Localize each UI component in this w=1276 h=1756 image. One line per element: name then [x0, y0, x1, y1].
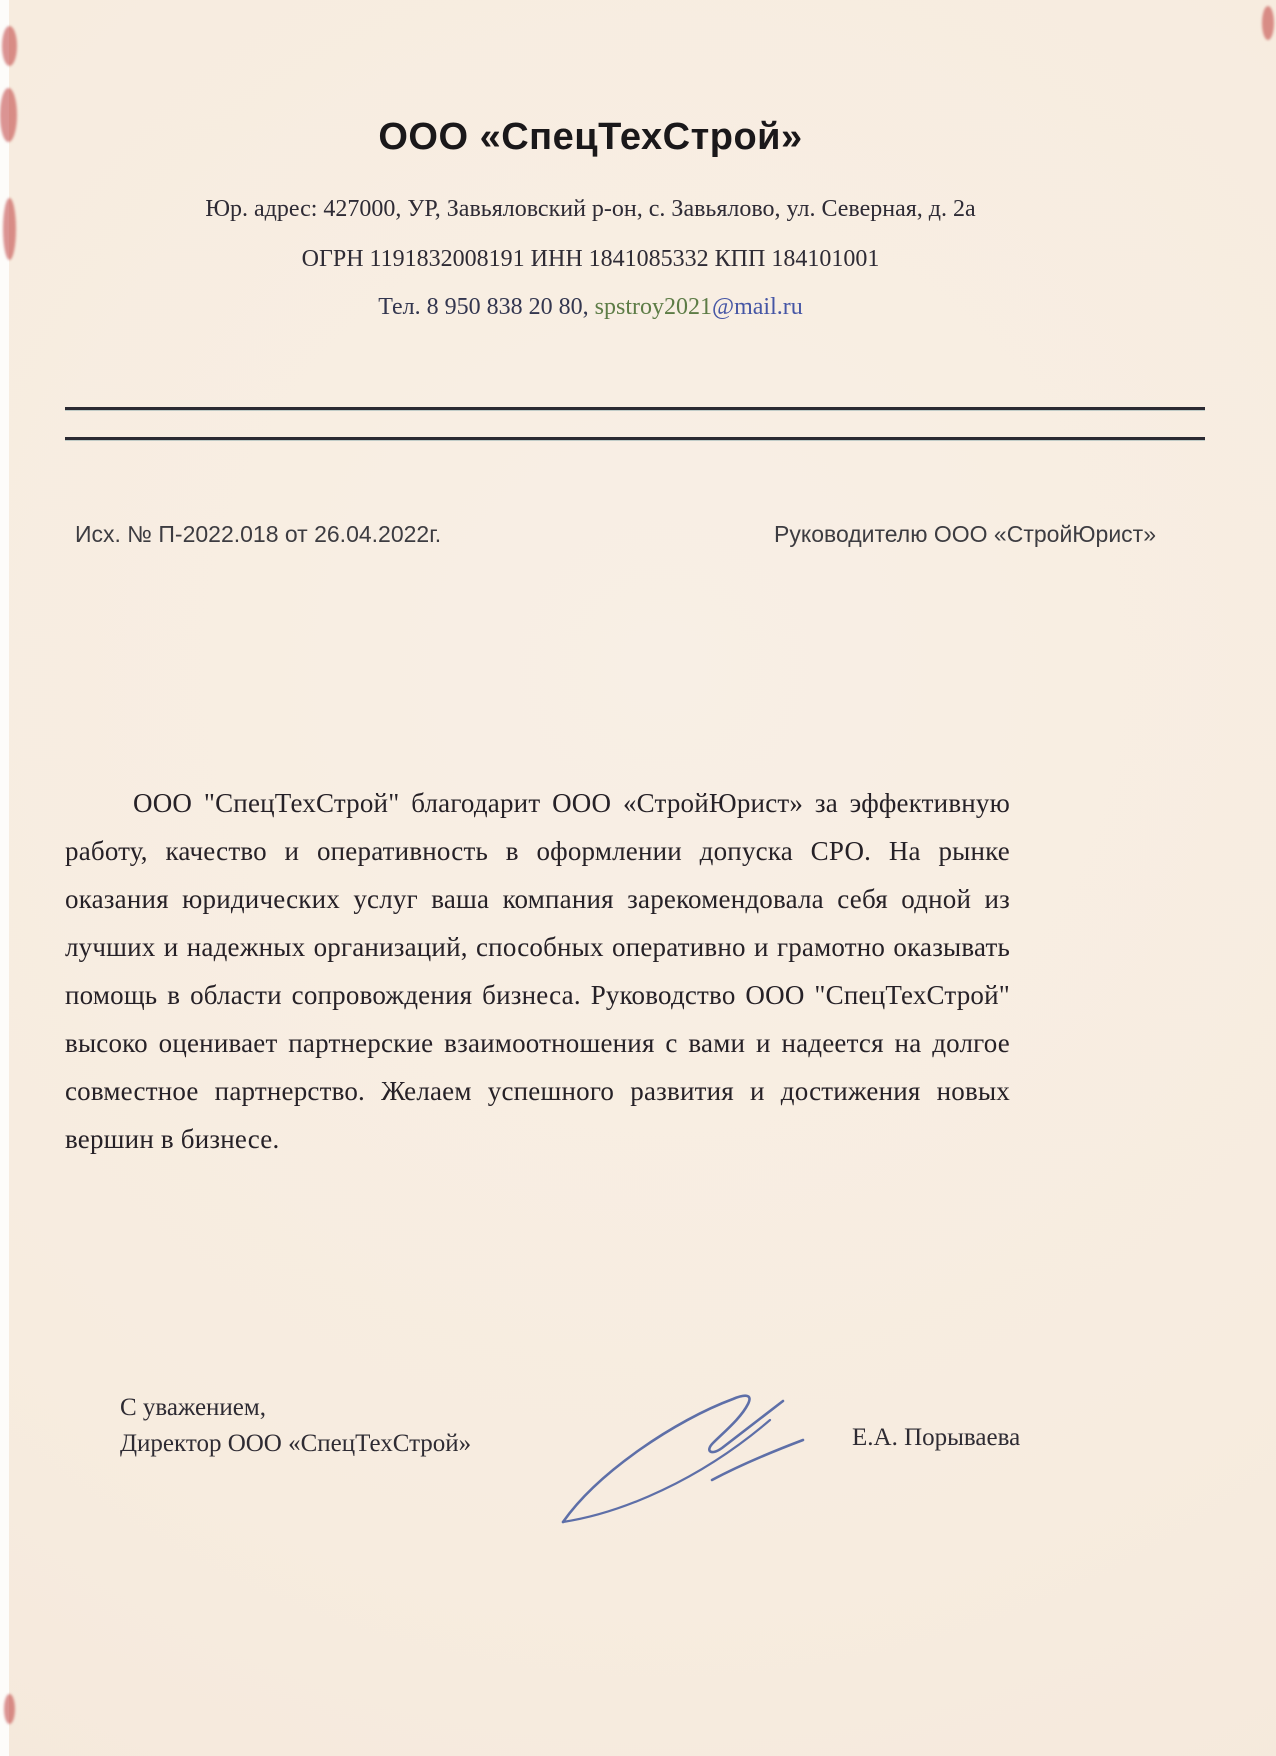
signature-block: [120, 1390, 471, 1462]
outgoing-number: Исх. № П-2022.018 от 26.04.2022г.: [75, 521, 442, 547]
signer-title-line: Директор ООО «СпецТехСтрой»: [120, 1430, 472, 1457]
scan-artifact: [4, 1694, 15, 1724]
registration-numbers-line: ОГРН 1191832008191 ИНН 1841085332 КПП 184101001: [301, 246, 880, 272]
signer-name: Е.А. Порываева: [852, 1424, 1021, 1451]
signature-stroke-main: [563, 1396, 783, 1522]
scan-artifact: [1262, 6, 1274, 40]
reference-row: [75, 521, 1156, 548]
divider-line-top: [65, 407, 1205, 410]
legal-address-line: Юр. адрес: 427000, УР, Завьяловский р-он, с. Завьялово, ул. Северная, д. 2а: [205, 196, 976, 222]
closing-line: С уважением,: [120, 1394, 266, 1421]
contacts-line: [0, 294, 1181, 321]
addressee: Руководителю ООО «СтройЮрист»: [774, 521, 1156, 547]
letter-body-paragraph: ООО "СпецТехСтрой" благодарит ООО «СтройЮрист» за эффективную работу, качество и оперативность в оформлении допуска СРО. На рынке оказания юридических услуг ваша компания зарекомендовала себя одной из лучших и надежных организаций, способных оперативно и грамотно оказывать помощь в области сопровождения бизнеса. Руководство ООО "СпецТехСтрой" высоко оценивает партнерские взаимоотношения с вами и надеется на долгое совместное партнерство. Желаем успешного развития и достижения новых вершин в бизнесе.: [65, 788, 1010, 1154]
scan-artifact: [2, 26, 17, 66]
company-name-title: ООО «СпецТехСтрой»: [378, 116, 803, 158]
phone-number: Тел. 8 950 838 20 80,: [378, 294, 595, 320]
divider-line-bottom: [65, 437, 1205, 440]
email-address-domain: @mail.ru: [711, 294, 803, 320]
handwritten-signature: [480, 1360, 860, 1580]
email-address-user: spstroy2021: [594, 294, 712, 320]
